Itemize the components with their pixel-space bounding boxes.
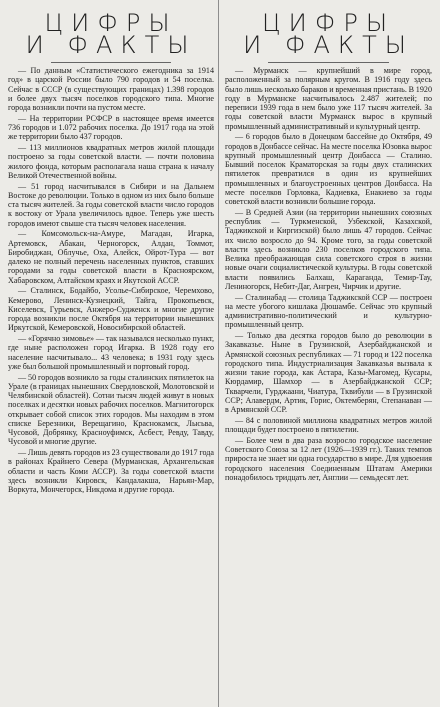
- right-title-line-1: ЦИФРЫ: [261, 9, 396, 37]
- left-column-title: [8, 9, 214, 59]
- left-paragraph-8: — 50 городов возникло за годы сталинских пятилеток на Урале (в границах нынешних Свердловской, Молотовской и Челябинской областей). Сотни тысяч людей живут в новых поселках и десятки новых рабочих поселков. Магнитогорск открывает собой список этих городов. Мы находим в этом списке Березники, Верещагино, Краснокамск, Лысьва, Чусовой, Добрянку, Красноуфимск, Асбест, Ревду, Тавду, Чусовой и многие другие.: [8, 372, 214, 447]
- right-paragraph-6: — 84 с половиной миллиона квадратных метров жилой площади будет построено в пятилетии.: [225, 415, 432, 434]
- left-paragraph-7: — «Горячно зимовье» — так назывался несколько пункт, где ныне расположен город Игарка. В 1928 году его население насчитывало... 43 человека; в 1931 году здесь уже был большой промышленный и портовый город.: [8, 334, 214, 371]
- right-paragraph-2: — 6 городов было в Донецком бассейне до Октября, 49 городов в Донбассе сейчас. На месте поселка Юзовка вырос крупный промышленный центр Донбасса — Сталино. Бывший поселок Краматорская за годы двух сталинских пятилеток превратился в один из крупнейших промышленных и благоустроенных центров Донбасса. На месте поселков Горловка, Кадиевка, Енакиево за годы советской власти возникли большие города.: [225, 132, 432, 206]
- left-title-divider: [51, 62, 170, 63]
- right-title-divider: [268, 62, 388, 63]
- left-paragraph-6: — Сталинск, Бодайбо, Усолье-Сибирское, Черемхово, Кемерово, Ленинск-Кузнецкий, Тайга, Прокопьевск, Киселевск, Гурьевск, Анжеро-Судженск и многие другие города возникли после Октября на территории нынешних Иркутской, Кемеровской, Новосибирской областей.: [8, 286, 214, 333]
- right-title-line-2: И ФАКТЫ: [243, 31, 414, 59]
- right-paragraph-1: — Мурманск — крупнейший в мире город, расположенный за полярным кругом. В 1916 году здесь было лишь несколько бараков и временная пристань. В 1920 году в Мурманске насчитывалось 2.487 жителей; по переписи 1939 года в нем было уже 117 тысяч жителей. За годы советской власти Мурманск вырос в крупный промышленный административный и культурный центр.: [225, 66, 432, 131]
- right-column: [219, 0, 436, 707]
- right-paragraph-4: — Сталинабад — столица Таджикской ССР — построен на месте убогого кишлака Дюшамбе. Сейчас это крупный административно-политический и культурно-промышленный центр.: [225, 292, 432, 330]
- left-paragraph-4: — 51 город насчитывался в Сибири и на Дальнем Востоке до революции. Только в одном из них было больше ста тысяч жителей. За годы советской власти число городов к востоку от Урала увеличилось вдвое. Теперь уже шесть городов имеют свыше ста тысяч человек населения.: [8, 181, 214, 228]
- left-paragraph-9: — Лишь девять городов из 23 существовали до 1917 года в районах Крайнего Севера (Мурманская, Архангельская области и часть Коми АССР). За годы советской власти здесь возникли Кировск, Кандалакша, Нарьян-Мар, Воркута, Мончегорск, Никдома и другие города.: [8, 448, 214, 494]
- right-paragraph-3: — В Средней Азии (на территории нынешних союзных республик — Туркменской, Узбекской, Казахской, Таджикской и Киргизской) было лишь 47 городов. Сейчас их число возросло до 94. Кроме того, за годы советской власти здесь возникло 230 поселков городского типа. Велика преображающая сила советского строя в жизни новые очаги социалистической культуры. В годы советской власти появились Балхаш, Караганда, Темир-Тау, Лениногорск, Небит-Даг, Ангрен, Чирчик и другие.: [225, 207, 432, 291]
- right-paragraph-7: — Более чем в два раза возросло городское население Советского Союза за 12 лет (1926—1939 гг.). Таких темпов прироста не знает ни одна государство в мире. Для удвоения городского населения Соединенным Штатам Америки понадобилось тридцать лет, Англии — семьдесят лет.: [225, 435, 432, 482]
- left-title-line-1: ЦИФРЫ: [44, 9, 178, 37]
- left-paragraph-5: — Комсомольск-на-Амуре, Магадан, Игарка, Артемовск, Абакан, Черногорск, Алдан, Томмот, Биробиджан, Облучье, Оха, Алейск, Ойрот-Тура — вот далеко не полный перечень населенных пунктов, ставших городами за годы советской власти в Красноярском, Хабаровском, Алтайском краях и Якутской АССР.: [8, 229, 214, 285]
- left-paragraph-3: — 113 миллионов квадратных метров жилой площади построено за годы советской власти. — почти половина жилого фонда, которым располагала наша страна к началу Великой Отечественной войны.: [8, 143, 214, 180]
- left-title-line-2: И ФАКТЫ: [25, 31, 197, 59]
- left-paragraph-2: — На территории РСФСР в настоящее время имеется 736 городов и 1.072 рабочих поселка. До 1917 года на этой же территории было 437 городов.: [8, 113, 214, 142]
- right-paragraph-5: — Только два десятка городов было до революции в Закавказье. Ныне в Грузинской, Азербайджанской и Армянской союзных республиках — 71 город и 122 поселка городского типа. Индустриализация Закавказья вызвала к жизни такие города, как Астара, Казы-Магомед, Кусары, Кюрдамир, Шамхор — в Азербайджанской ССР; Ткварчели, Гурджаани, Чиатура, Тквибули — в Грузинской ССР; Алавердм, Артик, Горис, Октемберян, Степанаван — в Армянской ССР.: [225, 331, 432, 414]
- left-column: [2, 0, 219, 707]
- left-paragraph-1: — По данным «Статистического ежегодника за 1914 год» в царской России было 790 городов и 54 поселка. Сейчас в СССР (в существующих границах) 1.398 городов и более двух тысяч поселков городского типа. Многие города возникли почти на пустом месте.: [8, 66, 214, 112]
- right-column-title: [225, 9, 432, 59]
